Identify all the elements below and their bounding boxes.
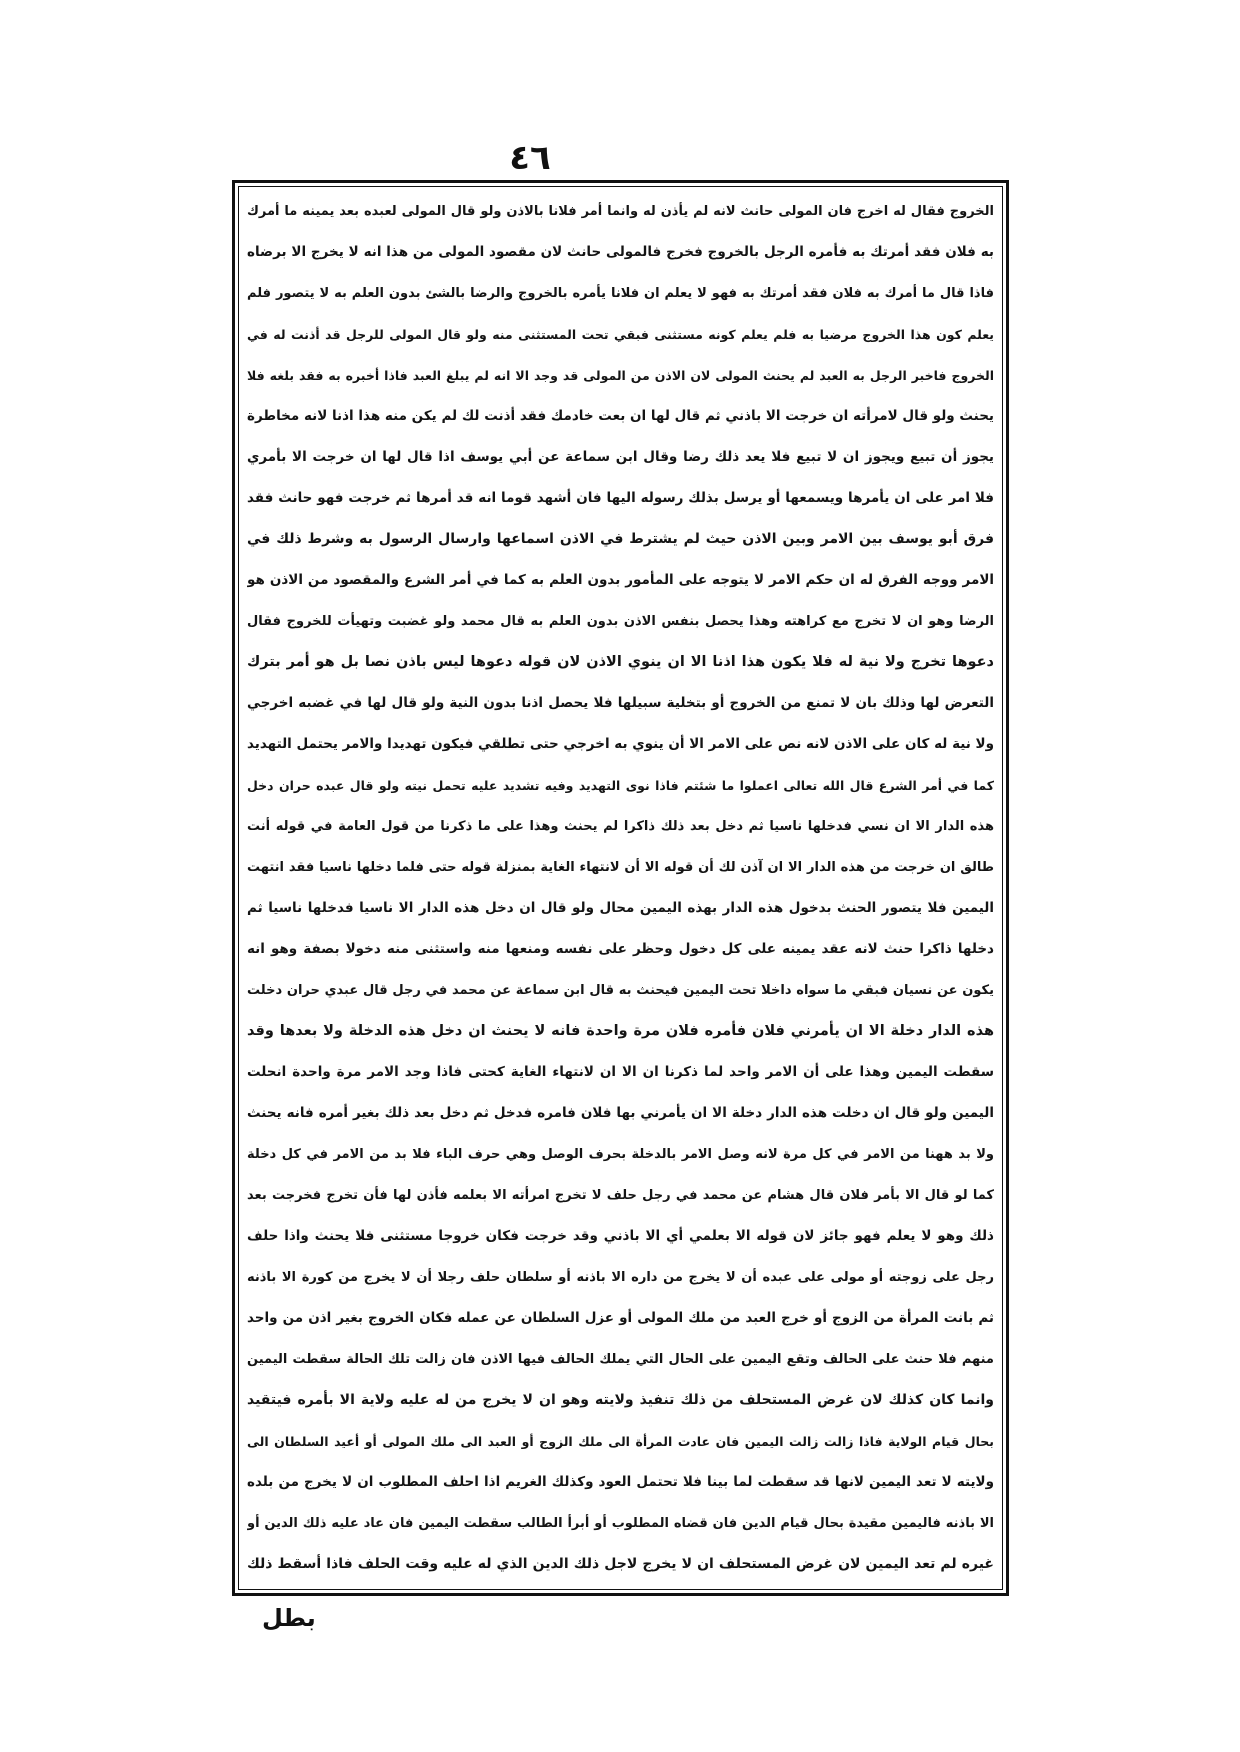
- catchword: بطل: [262, 1604, 316, 1632]
- text-line: ذلك وهو لا يعلم فهو جائز لان قوله الا بعلمي أي الا باذني وقد خرجت فكان خروجا مستثنى فلا يحنث واذا حلف: [247, 1228, 994, 1244]
- text-line: الخروج فقال له اخرج فان المولى حانث لانه لم يأذن له وانما أمر فلانا بالاذن ولو قال المولى لعبده بعد يمينه ما أمرك: [247, 204, 994, 219]
- text-line: الامر ووجه الفرق له ان حكم الامر لا يتوجه على المأمور بدون العلم به كما في أمر الشرع والمقصود من الاذن هو: [247, 572, 994, 588]
- body-text: [247, 191, 994, 1585]
- text-line: الخروج فاخبر الرجل به العبد لم يحنث المولى لان الاذن من المولى قد وجد الا انه لم يبلغ العبد فاذا أخبره به فقد بلغه فلا: [247, 368, 994, 383]
- text-line: وانما كان كذلك لان غرض المستحلف من ذلك تنفيذ ولايته وهو ان لا يخرج من له عليه ولاية الا بأمره فيتقيد: [247, 1392, 994, 1408]
- text-line: فرق أبو يوسف بين الامر وبين الاذن حيث لم يشترط في الاذن اسماعها وارسال الرسول به وشرط ذلك في: [247, 531, 994, 547]
- text-frame: [232, 180, 1009, 1596]
- text-line: طالق ان خرجت من هذه الدار الا ان آذن لك أن قوله الا أن لانتهاء الغاية بمنزلة قوله حتى فلما دخلها ناسيا فقد انتهت: [247, 860, 994, 875]
- text-line: ولايته لا تعد اليمين لانها قد سقطت لما بينا فلا تحتمل العود وكذلك الغريم اذا احلف المطلوب ان لا يخرج من بلده: [247, 1474, 994, 1490]
- text-line: غيره لم تعد اليمين لان غرض المستحلف ان لا يخرج لاجل ذلك الدين الذي له عليه وقت الحلف فاذا أسقط ذلك: [247, 1556, 994, 1572]
- text-line: الرضا وهو ان لا تخرج مع كراهته وهذا يحصل بنفس الاذن بدون العلم به قال محمد ولو غضبت وتهيأت للخروج فقال: [247, 614, 994, 629]
- text-frame-inner-border: [238, 186, 1003, 1590]
- text-line: يعلم كون هذا الخروج مرضيا به فلم يعلم كونه مستثنى فبقي تحت المستثنى منه ولو قال المولى للرجل قد أذنت له في: [247, 327, 994, 342]
- page-number: ٤٦: [509, 138, 551, 178]
- text-line: يحنث ولو قال لامرأته ان خرجت الا باذني ثم قال لها ان بعت خادمك فقد أذنت لك لم يكن منه هذا اذنا لانه مخاطرة: [247, 408, 994, 424]
- text-line: منهم فلا حنث على الحالف وتقع اليمين على الحال التي يملك الحالف فيها الاذن فان زالت تلك الحالة سقطت اليمين: [247, 1352, 994, 1367]
- text-line: فاذا قال ما أمرك به فلان فقد أمرتك به فهو لا يعلم ان فلانا يأمره بالخروج والرضا بالشئ بدون العلم به لا يتصور فلم: [247, 286, 994, 301]
- text-line: الا باذنه فاليمين مقيدة بحال قيام الدين فان قضاه المطلوب أو أبرأ الطالب سقطت اليمين فان عاد عليه ذلك الدين أو: [247, 1516, 994, 1531]
- text-line: هذه الدار الا ان نسي فدخلها ناسيا ثم دخل بعد ذلك ذاكرا لم يحنث وهذا على ما ذكرنا من قول العامة في قوله أنت: [247, 819, 994, 834]
- text-line: رجل على زوجته أو مولى على عبده أن لا يخرج من داره الا باذنه أو سلطان حلف رجلا أن لا يخرج من كورة الا باذنه: [247, 1270, 994, 1285]
- text-line: كما لو قال الا بأمر فلان قال هشام عن محمد في رجل حلف لا تخرج امرأته الا بعلمه فأذن لها فأن تخرج فخرجت بعد: [247, 1188, 994, 1203]
- text-line: فلا امر على ان يأمرها ويسمعها أو يرسل بذلك رسوله اليها فان أشهد قوما انه قد أمرها ثم خرجت فهو حانث فقد: [247, 490, 994, 506]
- text-line: سقطت اليمين وهذا على أن الامر واحد لما ذكرنا ان الا ان لانتهاء الغاية كحتى فاذا وجد الامر مرة واحدة انحلت: [247, 1064, 994, 1080]
- text-line: هذه الدار دخلة الا ان يأمرني فلان فأمره فلان مرة واحدة فانه لا يحنث ان دخل هذه الدخلة ولا بعدها وقد: [247, 1023, 994, 1039]
- text-line: دخلها ذاكرا حنث لانه عقد يمينه على كل دخول وحظر على نفسه ومنعها منه واستثنى منه دخولا بصفة وهو انه: [247, 941, 994, 957]
- text-line: يجوز أن تبيع ويجوز ان لا تبيع فلا يعد ذلك رضا وقال ابن سماعة عن أبي يوسف اذا قال لها ان خرجت الا بأمري: [247, 449, 994, 465]
- text-line: به فلان فقد أمرتك به فأمره الرجل بالخروج فخرج فالمولى حانث لان مقصود المولى من هذا انه لا يخرج الا برضاه: [247, 244, 994, 260]
- text-line: ولا بد ههنا من الامر في كل مرة لانه وصل الامر بالدخلة بحرف الوصل وهي حرف الباء فلا بد من الامر في كل دخلة: [247, 1147, 994, 1162]
- text-line: بحال قيام الولاية فاذا زالت زالت اليمين فان عادت المرأة الى ملك الزوج أو العبد الى ملك المولى أو أعيد السلطان الى: [247, 1434, 994, 1449]
- text-line: يكون عن نسيان فبقي ما سواه داخلا تحت اليمين فيحنث به قال ابن سماعة عن محمد في رجل قال عبدي حران دخلت: [247, 983, 994, 998]
- text-line: ولا نية له كان على الاذن لانه نص على الامر الا أن ينوي به اخرجي حتى تطلقي فيكون تهديدا والامر يحتمل التهديد: [247, 736, 994, 752]
- text-line: اليمين ولو قال ان دخلت هذه الدار دخلة الا ان يأمرني بها فلان فامره فدخل ثم دخل بعد ذلك بغير أمره فانه يحنث: [247, 1105, 994, 1121]
- text-line: دعوها تخرج ولا نية له فلا يكون هذا اذنا الا ان ينوي الاذن لان قوله دعوها ليس باذن نصا بل هو أمر بترك: [247, 654, 994, 670]
- text-line: التعرض لها وذلك بان لا تمنع من الخروج أو بتخلية سبيلها فلا يحصل اذنا بدون النية ولو قال لها في غضبه اخرجي: [247, 695, 994, 711]
- text-line: اليمين فلا يتصور الحنث بدخول هذه الدار بهذه اليمين محال ولو قال ان دخل هذه الدار الا ناسيا فدخلها ناسيا ثم: [247, 900, 994, 916]
- text-line: ثم بانت المرأة من الزوج أو خرج العبد من ملك المولى أو عزل السلطان عن عمله فكان الخروج بغير اذن من واحد: [247, 1310, 994, 1326]
- text-line: كما في أمر الشرع قال الله تعالى اعملوا ما شئتم فاذا نوى التهديد وفيه تشديد عليه تحمل نيته ولو قال عبده حران دخل: [247, 778, 994, 793]
